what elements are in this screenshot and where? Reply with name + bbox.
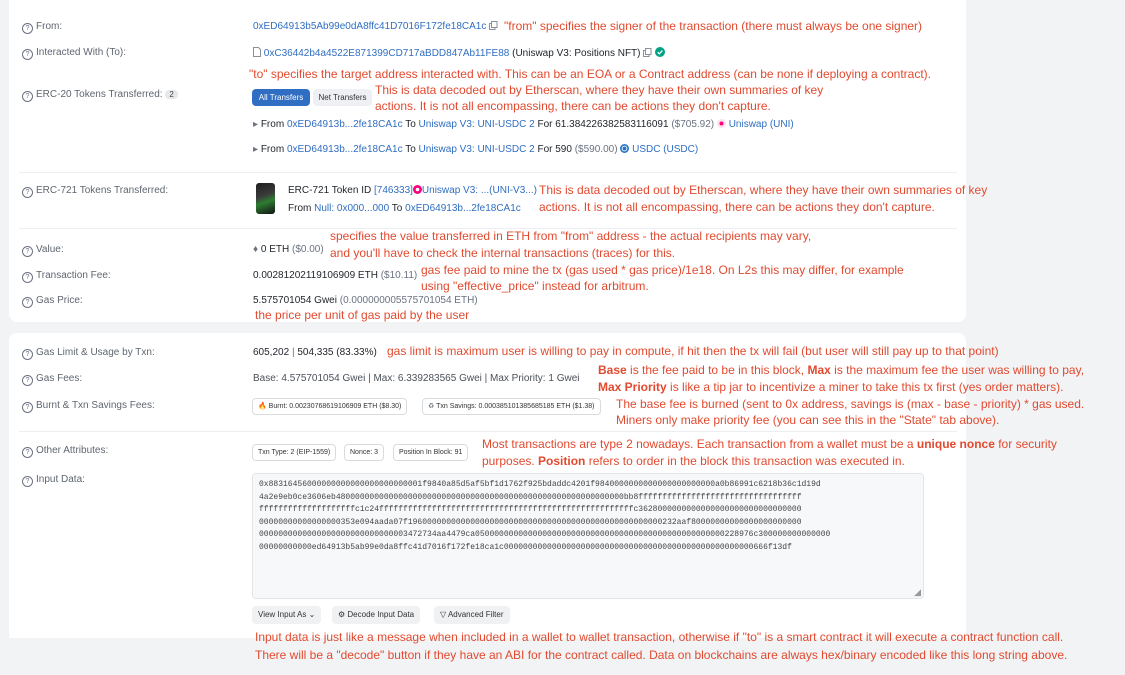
- transfer-to-link[interactable]: 0xED64913b...2fe18CA1c: [405, 203, 521, 214]
- hex-line: 00000000000000000353e094aada07f19600000000000000000000000000000000000000000000000000232aaf80000000000000000000000: [259, 517, 802, 527]
- hex-line: 4a2e9eb0ce3606eb480000000000000000000000000000000000000000000000000000000000bb8ffffffffffffffffffffffffffffffffff: [259, 492, 802, 502]
- gas-fees-value: Base: 4.575701054 Gwei | Max: 6.339283565 Gwei | Max Priority: 1 Gwei: [253, 373, 580, 384]
- label-text: Burnt & Txn Savings Fees:: [36, 400, 155, 411]
- help-icon[interactable]: ?: [22, 297, 33, 308]
- annotation-erc20-1: This is data decoded out by Etherscan, where they have their own summaries of key: [375, 83, 824, 97]
- tab-all-transfers[interactable]: All Transfers: [252, 89, 310, 106]
- annotation-erc721-1: This is data decoded out by Etherscan, where they have their own summaries of key: [539, 183, 988, 197]
- annotation-burnt-2: Miners only make priority fee (you can see this in the "State" tab above).: [616, 413, 1000, 427]
- annotation-input-2: There will be a "decode" button if they have an ABI for the contract called. Data on blockchains are always hex/binary encoded like this long string above.: [255, 648, 1068, 662]
- annotation-input-1: Input data is just like a message when included in a wallet to wallet transaction, otherwise if "to" is a smart contract it will execute a contract function call.: [255, 630, 1064, 644]
- label-text: From:: [36, 21, 63, 32]
- fee-eth: 0.00281202119106909 ETH: [253, 270, 378, 281]
- separator: |: [291, 347, 295, 358]
- flame-icon: 🔥: [258, 403, 267, 410]
- transfer-from-link[interactable]: 0xED64913b...2fe18CA1c: [286, 119, 403, 130]
- gas-price-amount: [253, 295, 478, 306]
- label-text: ERC-721 Tokens Transferred:: [36, 185, 169, 196]
- usdc-token-icon: [620, 144, 629, 156]
- uniswap-logo-icon: [413, 185, 422, 197]
- to-contract-name: (Uniswap V3: Positions NFT): [512, 48, 641, 59]
- collection-link[interactable]: Uniswap V3: ...(UNI-V3...): [421, 185, 537, 196]
- label-text: Interacted With (To):: [36, 47, 127, 58]
- row-label-erc20: [22, 89, 178, 102]
- chevron-right-icon: ▸: [253, 144, 259, 155]
- annotation-fee-2: using "effective_price" instead for arbitrum.: [421, 279, 649, 293]
- row-label-erc721: [22, 185, 168, 198]
- ann-text: is the maximum fee the user was willing to pay,: [830, 363, 1085, 377]
- to-label: To: [391, 203, 403, 214]
- annotation-fee-1: gas fee paid to mine the tx (gas used * gas price)/1e18. On L2s this may differ, for example: [421, 263, 904, 277]
- token-prefix: ERC-721 Token ID: [288, 185, 372, 196]
- copy-icon[interactable]: [643, 48, 652, 60]
- ann-text: purposes.: [482, 454, 539, 468]
- gas-price-gwei: 5.575701054 Gwei: [253, 295, 337, 306]
- burnt-text: Burnt: 0.00230768619106909 ETH ($8.30): [268, 403, 402, 410]
- help-icon[interactable]: ?: [22, 349, 33, 360]
- annotation-gas-fees-2: [598, 379, 1064, 395]
- filter-icon: ▽: [440, 610, 447, 619]
- ethereum-icon: ♦: [253, 244, 259, 255]
- position-badge: Position In Block: 91: [393, 444, 468, 461]
- nonce-badge: Nonce: 3: [344, 444, 384, 461]
- from-label: From: [288, 203, 312, 214]
- row-label-value: [22, 244, 64, 257]
- transfer-from-link[interactable]: 0xED64913b...2fe18CA1c: [286, 144, 403, 155]
- savings-icon: ♻: [428, 403, 435, 410]
- to-address-link[interactable]: 0xC36442b4a4522E871399CD717aBDD847Ab11FE88: [263, 48, 510, 59]
- help-icon[interactable]: ?: [22, 476, 33, 487]
- from-address-link[interactable]: 0xED64913b5Ab99e0dA8ffc41D7016F172fe18CA1c: [253, 21, 487, 32]
- value-amount: [253, 244, 324, 255]
- input-data-textarea[interactable]: [252, 473, 924, 599]
- btn-label: View Input As: [258, 610, 307, 619]
- hex-line: 0x88316456000000000000000000000001f9840a85d5af5bf1d1762f925bdaddc4201f9840000000000000000000000a0b86991c6218b36c1d19d: [259, 480, 821, 489]
- txn-type-badge: Txn Type: 2 (EIP-1559): [252, 444, 336, 461]
- help-icon[interactable]: ?: [22, 23, 33, 34]
- label-text: Input Data:: [36, 474, 85, 485]
- hex-line: 0000000000000000000000000000003472734aa4479ca0500000000000000000000000000000000000000000000000000228976c300000000000000: [259, 530, 831, 539]
- annotation-gas-fees-1: [598, 362, 1084, 378]
- copy-icon[interactable]: [489, 21, 498, 33]
- advanced-filter-button[interactable]: [434, 606, 510, 624]
- savings-badge: [422, 398, 601, 415]
- annotation-value-1: specifies the value transferred in ETH from "from" address - the actual recipients may vary,: [330, 229, 812, 243]
- divider: [19, 431, 957, 432]
- row-label-to: [22, 47, 126, 60]
- ann-bold: Base: [598, 363, 627, 377]
- token-link[interactable]: USDC (USDC): [632, 144, 699, 155]
- fee-amount: [253, 270, 417, 281]
- label-text: Gas Limit & Usage by Txn:: [36, 347, 155, 358]
- fee-usd: ($10.11): [380, 270, 418, 281]
- verified-check-icon: [655, 47, 665, 60]
- tab-net-transfers[interactable]: Net Transfers: [313, 89, 372, 106]
- ann-text: Most transactions are type 2 nowadays. Each transaction from a wallet must be a: [482, 437, 917, 451]
- row-label-input: [22, 474, 85, 487]
- ann-bold: Max: [807, 363, 831, 377]
- label-text: Gas Price:: [36, 295, 83, 306]
- savings-text: Txn Savings: 0.000385101385685185 ETH ($1.38): [436, 403, 595, 410]
- help-icon[interactable]: ?: [22, 272, 33, 283]
- erc721-token-line: [288, 185, 537, 197]
- annotation-erc20-2: actions. It is not all encompassing, there can be actions they don't capture.: [375, 99, 771, 113]
- view-input-as-dropdown[interactable]: [252, 606, 321, 624]
- help-icon[interactable]: ?: [22, 402, 33, 413]
- transfer-usd: ($705.92): [671, 119, 715, 130]
- ann-text: is the fee paid to be in this block,: [626, 363, 808, 377]
- hex-line: 00000000000ed64913b5ab99e0da8ffc41d7016f172fe18ca1c0000000000000000000000000000000000000000000000000000666f13df: [259, 542, 792, 552]
- label-text: Gas Fees:: [36, 373, 83, 384]
- to-label: To: [405, 119, 416, 130]
- to-value: [253, 47, 665, 60]
- row-label-other: [22, 445, 108, 458]
- gas-usage: 504,335 (83.33%): [297, 347, 377, 358]
- transfer-amount: 61.384226382583116091: [555, 119, 669, 130]
- annotation-other-1: [482, 436, 1057, 452]
- value-usd: ($0.00): [292, 244, 324, 255]
- transfer-to-link[interactable]: Uniswap V3: UNI-USDC 2: [418, 119, 535, 130]
- erc20-transfer-row: [253, 119, 794, 131]
- gas-limit: 605,202: [253, 347, 290, 358]
- token-id-link[interactable]: [746333]: [373, 185, 413, 196]
- label-text: ERC-20 Tokens Transferred:: [36, 89, 163, 100]
- row-label-from: [22, 21, 62, 34]
- for-label: For: [537, 119, 553, 130]
- help-icon[interactable]: ?: [22, 246, 33, 257]
- annotation-from: "from" specifies the signer of the transaction (there must always be one signer): [504, 19, 923, 33]
- row-label-gas-fees: [22, 373, 82, 386]
- ann-bold: Position: [538, 454, 586, 468]
- erc721-transfer-line: [288, 203, 521, 214]
- annotation-value-2: and you'll have to check the internal transactions (traces) for this.: [330, 246, 676, 260]
- chevron-right-icon: ▸: [253, 119, 259, 130]
- from-label: From: [260, 119, 285, 130]
- btn-label: Advanced Filter: [447, 610, 504, 619]
- row-label-burnt: [22, 400, 155, 413]
- erc20-count-badge: 2: [165, 90, 177, 99]
- help-icon[interactable]: ?: [22, 91, 33, 102]
- from-value: [253, 21, 498, 33]
- annotation-gas-price: the price per unit of gas paid by the user: [255, 308, 470, 322]
- gas-limit-value: [253, 347, 377, 358]
- annotation-other-2: [482, 453, 905, 469]
- uniswap-token-icon: [717, 119, 726, 131]
- row-label-fee: [22, 270, 111, 283]
- label-text: Value:: [36, 244, 64, 255]
- transfer-usd: ($590.00): [574, 144, 618, 155]
- annotation-erc721-2: actions. It is not all encompassing, there can be actions they don't capture.: [539, 200, 935, 214]
- from-label: From: [260, 144, 285, 155]
- row-label-gas-price: [22, 295, 83, 308]
- help-icon[interactable]: ?: [22, 447, 33, 458]
- ann-text: for security: [994, 437, 1057, 451]
- divider: [19, 172, 957, 173]
- burnt-badge: [252, 398, 407, 415]
- ann-bold: unique nonce: [916, 437, 995, 451]
- ann-bold: Max Priority: [598, 380, 667, 394]
- transfer-from-link[interactable]: Null: 0x000...000: [314, 203, 390, 214]
- decode-input-button[interactable]: [332, 606, 420, 624]
- annotation-burnt-1: The base fee is burned (sent to 0x address, savings is (max - base - priority) * gas used.: [616, 397, 1085, 411]
- transfer-amount: 590: [555, 144, 572, 155]
- ann-text: refers to order in the block this transaction was executed in.: [585, 454, 905, 468]
- contract-file-icon: [253, 47, 261, 60]
- for-label: For: [537, 144, 553, 155]
- resize-handle-icon[interactable]: ◢: [914, 587, 921, 597]
- hex-line: ffffffffffffffffffffc1c24fffffffffffffffffffffffffffffffffffffffffffffffffffffc3628000000000000000000000000000000: [259, 505, 802, 514]
- help-icon[interactable]: ?: [22, 49, 33, 60]
- annotation-gas-limit: gas limit is maximum user is willing to pay in compute, if hit then the tx will fail (but user will still pay up to that point): [387, 344, 999, 358]
- token-link[interactable]: Uniswap (UNI): [728, 119, 794, 130]
- ann-text: is like a tip jar to incentivize a miner to take this tx first (yes order matters).: [666, 380, 1064, 394]
- label-text: Other Attributes:: [36, 445, 109, 456]
- erc20-transfer-row: [253, 144, 698, 156]
- transfer-to-link[interactable]: Uniswap V3: UNI-USDC 2: [418, 144, 535, 155]
- btn-label: Decode Input Data: [347, 610, 415, 619]
- to-label: To: [405, 144, 416, 155]
- gas-price-eth: (0.000000005575701054 ETH): [339, 295, 478, 306]
- label-text: Transaction Fee:: [36, 270, 111, 281]
- value-eth: 0 ETH: [260, 244, 290, 255]
- help-icon[interactable]: ?: [22, 187, 33, 198]
- annotation-to: "to" specifies the target address interacted with. This can be an EOA or a Contract address (can be none if deploying a contract).: [249, 67, 932, 81]
- help-icon[interactable]: ?: [22, 375, 33, 386]
- row-label-gas-limit: [22, 347, 155, 360]
- nft-thumbnail[interactable]: [256, 183, 275, 214]
- decode-icon: ⚙: [338, 610, 346, 619]
- chevron-down-icon: ⌄: [308, 610, 316, 619]
